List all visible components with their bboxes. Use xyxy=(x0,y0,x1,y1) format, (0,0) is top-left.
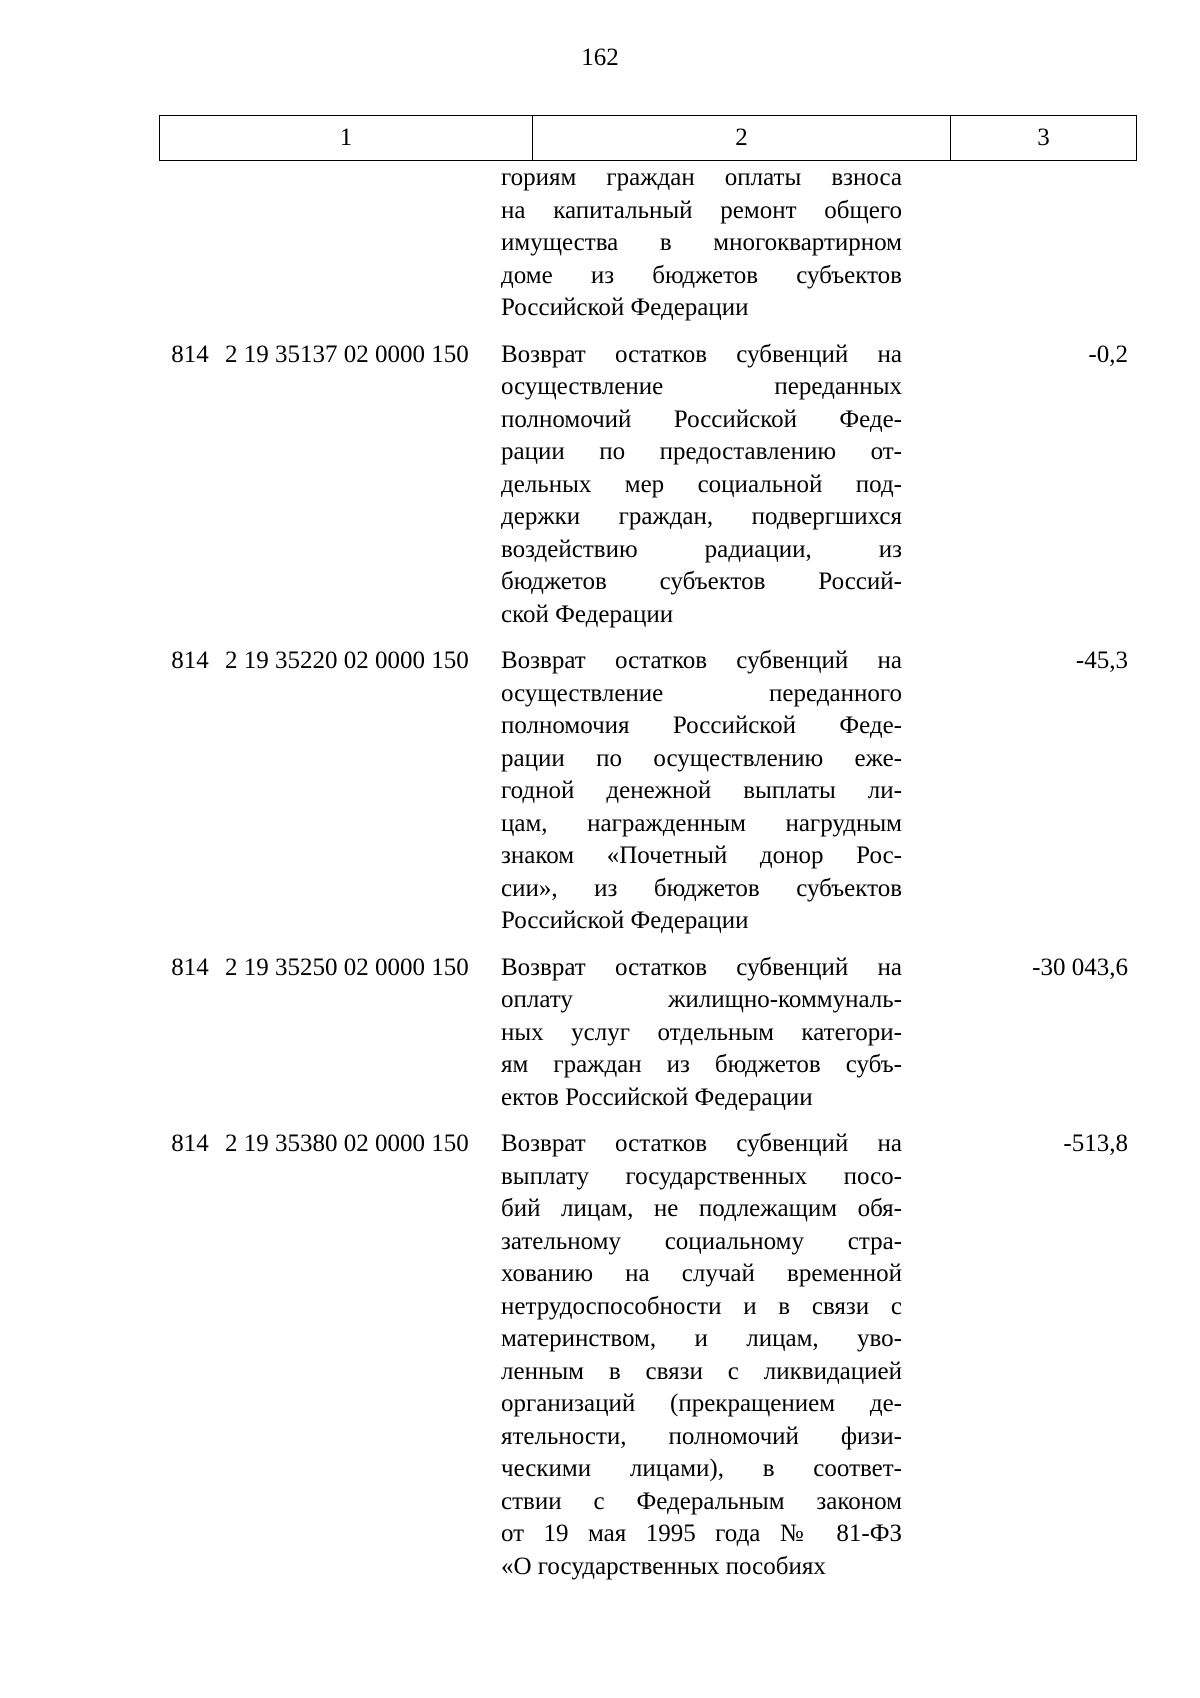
description-line: сии», из бюджетов субъектов xyxy=(501,874,902,902)
description-line: полномочия Российской Феде- xyxy=(501,712,902,739)
description-line: Возврат остатков субвенций на xyxy=(501,1130,902,1157)
description-line: бюджетов субъектов Россий- xyxy=(501,568,902,595)
description-line: ятельности, полномочий физи- xyxy=(501,1422,902,1450)
description-line: ям граждан из бюджетов субъ- xyxy=(501,1051,902,1078)
table-body xyxy=(159,162,1136,1597)
description-line: воздействию радиации, из xyxy=(501,535,902,563)
row-description xyxy=(501,162,902,325)
description-line: рации по предоставлению от- xyxy=(501,438,902,465)
description-line: имущества в многоквартирном xyxy=(501,229,902,256)
description-line: доме из бюджетов субъектов xyxy=(501,261,902,289)
description-line: ных услуг отдельным категори- xyxy=(501,1018,902,1046)
description-line: годной денежной выплаты ли- xyxy=(501,777,902,804)
row-admin-code: 814 xyxy=(171,340,209,368)
row-admin-code: 814 xyxy=(171,1130,209,1157)
description-line: полномочий Российской Феде- xyxy=(501,405,902,433)
description-line: оплату жилищно-коммуналь- xyxy=(501,986,902,1013)
description-line: на капитальный ремонт общего xyxy=(501,196,902,224)
row-admin-code: 814 xyxy=(171,647,209,674)
description-line: рации по осуществлению еже- xyxy=(501,744,902,772)
header-col-1: 1 xyxy=(160,116,533,161)
header-col-2: 2 xyxy=(533,116,951,161)
description-line: Российской Федерации xyxy=(501,907,749,934)
description-line: ской Федерации xyxy=(501,600,674,628)
row-value: -513,8 xyxy=(1063,1130,1128,1157)
table-header xyxy=(159,115,1137,161)
row-description xyxy=(501,645,902,938)
description-line: бий лицам, не подлежащим обя- xyxy=(501,1195,902,1222)
row-description xyxy=(501,1128,902,1583)
table-row xyxy=(159,645,1136,938)
description-line: нетрудоспособности и в связи с xyxy=(501,1292,902,1320)
description-line: материнством, и лицам, уво- xyxy=(501,1325,902,1352)
description-line: Возврат остатков субвенций на xyxy=(501,953,902,981)
row-value: -0,2 xyxy=(1088,340,1128,368)
description-line: ствии с Федеральным законом xyxy=(501,1487,902,1515)
description-line: «О государственных пособиях xyxy=(501,1552,826,1580)
description-line: зательному социальному стра- xyxy=(501,1227,902,1255)
row-value: -30 043,6 xyxy=(1032,953,1128,981)
description-line: выплату государственных посо- xyxy=(501,1162,902,1190)
description-line: знаком «Почетный донор Рос- xyxy=(501,842,902,869)
description-line: осуществление переданных xyxy=(501,373,902,400)
page-number: 162 xyxy=(581,44,619,71)
description-line: от 19 мая 1995 года № 81-ФЗ xyxy=(501,1520,902,1547)
description-line: организаций (прекращением де- xyxy=(501,1390,902,1417)
header-col-3: 3 xyxy=(951,116,1137,161)
description-line: ческими лицами), в соответ- xyxy=(501,1455,902,1482)
description-line: Российской Федерации xyxy=(501,294,749,321)
description-line: хованию на случай временной xyxy=(501,1260,902,1287)
row-description xyxy=(501,952,902,1115)
row-budget-code: 2 19 35380 02 0000 150 xyxy=(225,1130,469,1157)
description-line: гориям граждан оплаты взноса xyxy=(501,164,902,191)
table-row-continuation xyxy=(159,162,1136,325)
row-budget-code: 2 19 35250 02 0000 150 xyxy=(225,953,469,981)
description-line: цам, награжденным нагрудным xyxy=(501,809,902,837)
table-row xyxy=(159,952,1136,1115)
description-line: ектов Российской Федерации xyxy=(501,1083,813,1111)
row-value: -45,3 xyxy=(1075,647,1128,674)
table-row xyxy=(159,1128,1136,1583)
description-line: Возврат остатков субвенций на xyxy=(501,647,902,674)
row-description xyxy=(501,339,902,632)
description-line: Возврат остатков субвенций на xyxy=(501,340,902,368)
description-line: держки граждан, подвергшихся xyxy=(501,503,902,530)
row-admin-code: 814 xyxy=(171,953,209,981)
table-row xyxy=(159,339,1136,632)
description-line: осуществление переданного xyxy=(501,679,902,707)
row-budget-code: 2 19 35220 02 0000 150 xyxy=(225,647,469,674)
description-line: ленным в связи с ликвидацией xyxy=(501,1357,902,1385)
row-budget-code: 2 19 35137 02 0000 150 xyxy=(225,340,469,368)
description-line: дельных мер социальной под- xyxy=(501,470,902,498)
